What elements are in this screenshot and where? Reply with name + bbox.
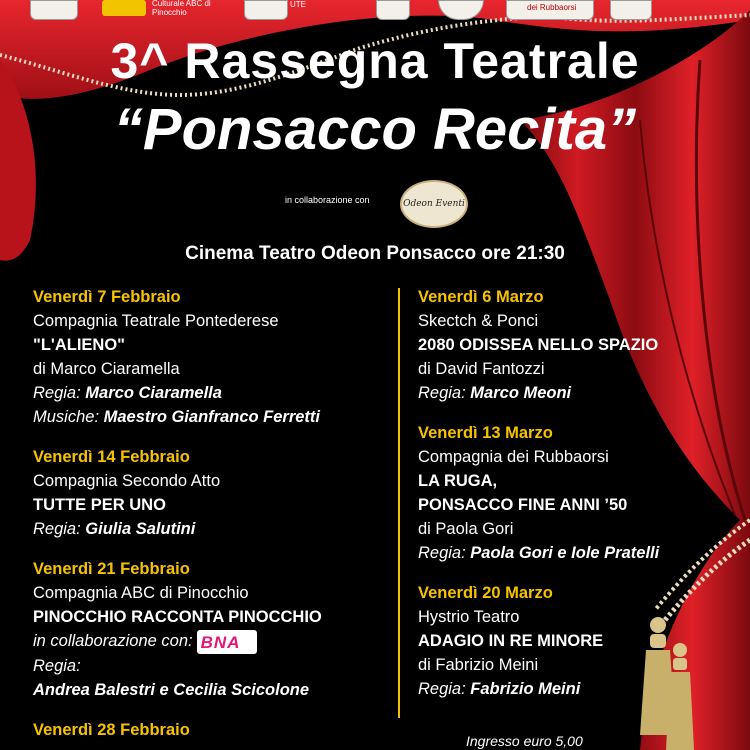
regia-name: Paola Gori e Iole Pratelli — [470, 544, 660, 562]
event-title-2: PONSACCO FINE ANNI ’50 — [418, 496, 628, 514]
rubbaorsi-logo-text: dei Rubbaorsi — [527, 3, 577, 12]
admission-price: Ingresso euro 5,00 — [466, 733, 583, 749]
regia-name: Marco Ciaramella — [85, 384, 222, 402]
event-date: Venerdì 14 Febbraio — [33, 448, 190, 466]
schedule-right-column — [418, 285, 659, 717]
event-company: Skectch & Ponci — [418, 312, 539, 330]
event-title: "L'ALIENO" — [33, 336, 125, 354]
event-title: ADAGIO IN RE MINORE — [418, 632, 604, 650]
event-company: Compagnia dei Rubbaorsi — [418, 448, 609, 466]
event-entry — [33, 718, 322, 742]
abc-pinocchio-logo-text: Culturale ABC di Pinocchio — [152, 0, 211, 17]
event-title: PINOCCHIO RACCONTA PINOCCHIO — [33, 608, 322, 626]
event-regia — [418, 381, 659, 405]
regia-label: Regia: — [33, 520, 81, 538]
regia-name: Giulia Salutini — [85, 520, 196, 538]
crest-logo — [376, 0, 410, 20]
bna-logo — [197, 630, 257, 654]
event-title: 2080 ODISSEA NELLO SPAZIO — [418, 336, 659, 354]
musiche-name: Maestro Gianfranco Ferretti — [103, 408, 321, 426]
collab-label: in collaborazione con: — [33, 632, 193, 650]
title-line-1: 3^ Rassegna Teatrale — [110, 33, 640, 89]
regia-name: Andrea Balestri e Cecilia Scicolone — [33, 680, 310, 699]
event-entry — [418, 421, 659, 565]
event-date: Venerdì 7 Febbraio — [33, 288, 181, 306]
musiche-label: Musiche: — [33, 408, 100, 426]
event-author: di David Fantozzi — [418, 360, 545, 378]
event-date: Venerdì 6 Marzo — [418, 288, 544, 306]
rubbaorsi-logo — [506, 0, 594, 20]
bna-logo-text: BNA — [200, 632, 241, 652]
event-collab — [33, 629, 322, 654]
event-author: di Marco Ciaramella — [33, 360, 180, 378]
event-author: di Paola Gori — [418, 520, 514, 538]
event-regia — [418, 677, 659, 701]
event-entry — [33, 445, 322, 541]
regia-label: Regia: — [33, 656, 81, 675]
schedule-left-column — [33, 285, 322, 750]
odeon-eventi-logo-text: Odeon Eventi — [403, 199, 465, 209]
regia-name: Marco Meoni — [470, 384, 572, 402]
event-date: Venerdì 13 Marzo — [418, 424, 553, 442]
masks-logo — [610, 0, 652, 20]
event-date: Venerdì 20 Marzo — [418, 584, 553, 602]
venue-time: Cinema Teatro Odeon Ponsacco ore 21:30 — [185, 243, 565, 264]
event-company: Compagnia ABC di Pinocchio — [33, 584, 249, 602]
event-regia — [33, 381, 322, 405]
event-regia — [33, 517, 322, 541]
title-line-2: “Ponsacco Recita” — [113, 97, 637, 162]
comune-logo — [30, 0, 78, 20]
event-title: TUTTE PER UNO — [33, 496, 166, 514]
event-regia — [418, 541, 659, 565]
regia-name: Fabrizio Meini — [470, 680, 581, 698]
regia-label: Regia: — [418, 680, 466, 698]
abc-pinocchio-logo — [102, 0, 234, 18]
odeon-eventi-logo — [400, 180, 468, 228]
event-entry — [418, 581, 659, 701]
ute-logo-text: UTE — [290, 0, 306, 9]
regia-label: Regia: — [418, 384, 466, 402]
event-title: LA RUGA, — [418, 472, 498, 490]
event-company: Hystrio Teatro — [418, 608, 520, 626]
regia-label: Regia: — [33, 384, 81, 402]
event-entry — [418, 285, 659, 405]
event-entry — [33, 285, 322, 429]
event-author: di Fabrizio Meini — [418, 656, 539, 674]
event-date: Venerdì 21 Febbraio — [33, 560, 190, 578]
ute-emblem — [244, 0, 288, 20]
event-musiche — [33, 405, 322, 429]
regia-label: Regia: — [418, 544, 466, 562]
collaboration-label: in collaborazione con — [285, 195, 370, 205]
event-entry — [33, 557, 322, 702]
column-divider — [398, 288, 400, 718]
event-company: Compagnia Secondo Atto — [33, 472, 221, 490]
event-company: Compagnia Teatrale Pontederese — [33, 312, 279, 330]
event-date: Venerdì 28 Febbraio — [33, 720, 190, 739]
